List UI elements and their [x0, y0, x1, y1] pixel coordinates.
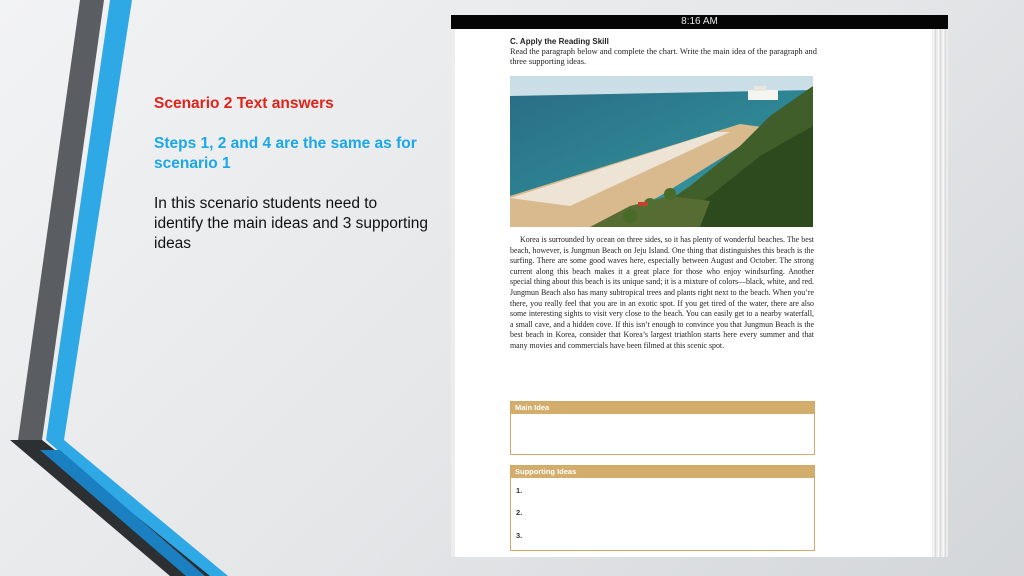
slide-text-block	[154, 94, 429, 254]
beach-photo-icon	[510, 76, 813, 227]
beach-photo	[510, 76, 813, 227]
section-title: C. Apply the Reading Skill	[510, 37, 609, 46]
tablet-screenshot	[451, 15, 948, 557]
supporting-idea-number: 1.	[516, 486, 523, 495]
exercise-header	[510, 37, 820, 67]
page-left-edge	[451, 29, 455, 557]
reading-passage: Korea is surrounded by ocean on three sides, so it has plenty of wonderful beaches. The best beach, however, is Jungmun Beach on Jeju Island. One thing that distinguishes this beach is the surfing. There are some good waves here, especially between August and October. The strong current along this beach makes it a great place for those who enjoy windsurfing. Another special thing about this beach is its unique sand; it is a mixture of colors—black, white, and red. Jungmun Beach also has many subtropical trees and plants right next to the beach. When you’re there, you really feel that you are in an exotic spot. If you get tired of the water, there are also some interesting sights to visit very close to the beach. You can easily get to a nearby waterfall, a small cave, and a hidden cove. If this isn’t enough to convince you that Jungmun Beach is the best beach in Korea, consider that Korea’s largest triathlon starts here every summer and that many movies and commercials have been filmed at this scenic spot.	[510, 235, 814, 350]
slide-subheading: Steps 1, 2 and 4 are the same as for scenario 1	[154, 135, 417, 172]
page-edges	[932, 29, 948, 557]
supporting-ideas-label: Supporting Ideas	[511, 466, 814, 478]
slide-heading: Scenario 2 Text answers	[154, 95, 334, 112]
section-instructions: Read the paragraph below and complete the chart. Write the main idea of the paragraph and three supporting ideas.	[510, 47, 817, 66]
main-idea-label: Main Idea	[511, 402, 814, 414]
main-idea-box	[510, 401, 815, 455]
supporting-idea-number: 2.	[516, 508, 523, 517]
status-bar-time: 8:16 AM	[451, 15, 948, 29]
decorative-stripes	[0, 0, 230, 576]
supporting-idea-number: 3.	[516, 531, 523, 540]
supporting-ideas-box	[510, 465, 815, 551]
slide-body: In this scenario students need to identify the main ideas and 3 supporting ideas	[154, 195, 429, 252]
